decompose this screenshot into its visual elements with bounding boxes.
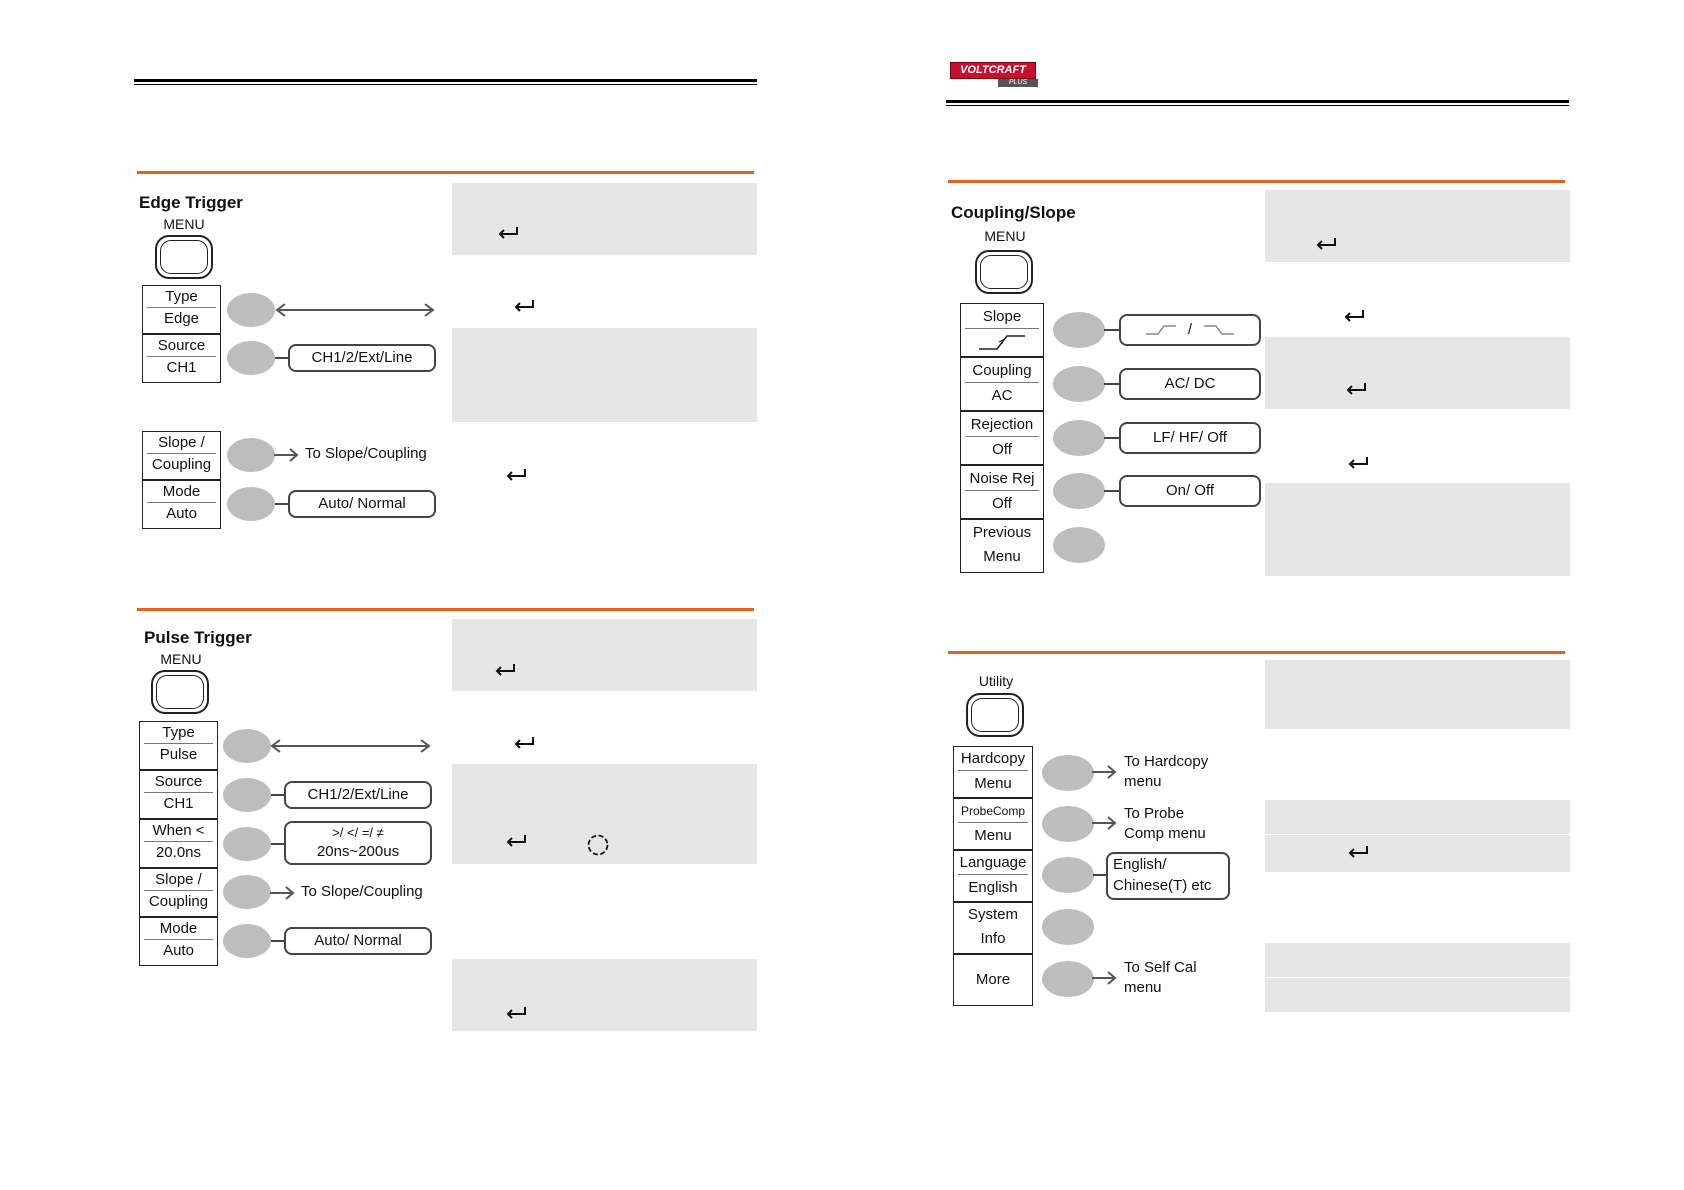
- function-key[interactable]: [1042, 806, 1094, 842]
- softkey-label: Coupling: [965, 359, 1039, 383]
- function-key[interactable]: [227, 487, 275, 521]
- softkey-label: Language: [958, 852, 1028, 875]
- self-cal-link: [1124, 958, 1197, 998]
- enter-icon: [1315, 236, 1337, 252]
- function-key[interactable]: [1053, 366, 1105, 402]
- option-line: English/: [1113, 856, 1167, 873]
- link-line: Comp menu: [1124, 825, 1206, 842]
- function-key[interactable]: [223, 778, 271, 812]
- link-line: To Probe: [1124, 805, 1185, 822]
- function-key[interactable]: [1042, 909, 1094, 945]
- connector-line: [1104, 437, 1120, 439]
- enter-icon: [505, 467, 527, 483]
- left-header-rule-thin: [134, 84, 757, 85]
- function-key[interactable]: [223, 924, 271, 958]
- menu-button[interactable]: [975, 250, 1033, 294]
- softkey-value: Auto: [166, 505, 197, 522]
- function-key[interactable]: [1042, 857, 1094, 893]
- enter-icon: [1345, 381, 1367, 397]
- section-title: Coupling/Slope: [951, 203, 1076, 222]
- softkey-rejection[interactable]: [960, 411, 1044, 465]
- softkey-value: Edge: [163, 310, 200, 327]
- menu-label: MENU: [163, 216, 205, 232]
- softkey-value: AC: [991, 387, 1013, 404]
- softkey-noise-rej[interactable]: [960, 465, 1044, 519]
- softkey-label: More: [975, 971, 1011, 988]
- connector-line: [1104, 490, 1120, 492]
- enter-icon: [1343, 308, 1365, 324]
- description-panel: [452, 183, 757, 255]
- left-header-rule: [134, 79, 757, 82]
- rising-edge-icon: [1144, 324, 1178, 336]
- softkey-label: Previous: [972, 524, 1032, 541]
- softkey-label: System: [967, 906, 1018, 923]
- connector-line: [271, 843, 285, 845]
- when-range: 20ns~200us: [316, 843, 400, 860]
- softkey-label: Type: [147, 287, 216, 308]
- link-line: menu: [1124, 979, 1162, 996]
- double-arrow-icon: [268, 736, 434, 756]
- description-panel: [1265, 483, 1570, 576]
- description-panel: [1265, 190, 1570, 262]
- link-line: To Hardcopy: [1124, 753, 1209, 770]
- connector-line: [1104, 329, 1120, 331]
- softkey-label: Source: [144, 772, 213, 793]
- softkey-type[interactable]: [139, 721, 218, 770]
- function-key[interactable]: [227, 438, 275, 472]
- arrow-right-icon: [274, 447, 300, 463]
- softkey-language[interactable]: [953, 850, 1033, 902]
- right-header-rule: [946, 100, 1569, 103]
- softkey-label: When <: [144, 821, 213, 842]
- description-panel: [1265, 337, 1570, 409]
- softkey-source[interactable]: [142, 334, 221, 383]
- softkey-coupling[interactable]: [960, 357, 1044, 411]
- link-line: menu: [1124, 773, 1162, 790]
- variable-knob-icon: [586, 833, 610, 857]
- function-key[interactable]: [1042, 961, 1094, 997]
- arrow-right-icon: [1092, 815, 1118, 831]
- softkey-slope-coupling[interactable]: [142, 431, 221, 480]
- enter-icon: [1347, 844, 1369, 860]
- softkey-value: Auto: [163, 942, 194, 959]
- softkey-value: Coupling: [151, 456, 212, 473]
- probe-comp-link: [1124, 804, 1206, 844]
- arrow-right-icon: [1092, 970, 1118, 986]
- connector-line: [271, 940, 285, 942]
- softkey-value: CH1: [166, 359, 197, 376]
- arrow-right-icon: [270, 885, 296, 901]
- double-arrow-icon: [273, 300, 438, 320]
- softkey-when[interactable]: [139, 819, 218, 868]
- softkey-slope[interactable]: [960, 303, 1044, 357]
- utility-button[interactable]: [966, 693, 1024, 737]
- softkey-label: Slope /: [147, 433, 216, 454]
- noise-options: On/ Off: [1119, 475, 1261, 507]
- section-title: Edge Trigger: [139, 193, 243, 212]
- function-key[interactable]: [1053, 527, 1105, 563]
- rising-edge-icon: [977, 332, 1027, 352]
- softkey-value: Off: [992, 495, 1012, 512]
- softkey-value: Off: [992, 441, 1012, 458]
- description-panel: [1265, 978, 1570, 1012]
- function-key[interactable]: [223, 875, 271, 909]
- softkey-label: Slope: [965, 305, 1039, 329]
- menu-button[interactable]: [151, 670, 209, 714]
- softkey-label: Source: [147, 336, 216, 357]
- softkey-value: Menu: [974, 775, 1012, 792]
- link-line: To Self Cal: [1124, 959, 1197, 976]
- description-panel: [1265, 835, 1570, 872]
- slope-coupling-link: To Slope/Coupling: [301, 883, 423, 900]
- enter-icon: [505, 833, 527, 849]
- softkey-previous-menu[interactable]: [960, 519, 1044, 573]
- section-divider: [137, 171, 754, 174]
- softkey-label: Hardcopy: [958, 748, 1028, 771]
- function-key[interactable]: [223, 729, 271, 763]
- right-header-rule-thin: [946, 105, 1569, 106]
- connector-line: [275, 357, 289, 359]
- slope-options: [1119, 314, 1261, 346]
- slope-separator: /: [1187, 321, 1193, 338]
- menu-label: MENU: [160, 651, 202, 667]
- menu-button[interactable]: [155, 235, 213, 279]
- softkey-value: CH1: [163, 795, 194, 812]
- description-panel: [1265, 800, 1570, 834]
- softkey-value: Info: [980, 930, 1006, 947]
- softkey-probecomp[interactable]: [953, 798, 1033, 850]
- enter-icon: [497, 225, 519, 241]
- section-divider: [948, 651, 1565, 654]
- enter-icon: [513, 298, 535, 314]
- when-conditions: >/ </ =/ ≠: [332, 825, 384, 840]
- connector-line: [275, 503, 289, 505]
- softkey-value: Menu: [974, 827, 1012, 844]
- rejection-options: LF/ HF/ Off: [1119, 422, 1261, 454]
- softkey-label: Rejection: [965, 413, 1039, 437]
- brand-logo-text: VOLTCRAFT: [950, 62, 1036, 79]
- source-options: CH1/2/Ext/Line: [284, 781, 432, 809]
- enter-icon: [1347, 455, 1369, 471]
- softkey-label: Slope /: [144, 870, 213, 891]
- softkey-value: Menu: [983, 548, 1021, 565]
- brand-logo: [950, 62, 1038, 87]
- arrow-right-icon: [1092, 764, 1118, 780]
- brand-logo-sub: PLUS: [998, 79, 1038, 87]
- enter-icon: [505, 1005, 527, 1021]
- language-options: [1106, 852, 1230, 900]
- softkey-value: Coupling: [148, 893, 209, 910]
- function-key[interactable]: [227, 293, 275, 327]
- function-key[interactable]: [227, 341, 275, 375]
- connector-line: [1093, 874, 1107, 876]
- softkey-more[interactable]: [953, 954, 1033, 1006]
- section-title: Pulse Trigger: [144, 628, 252, 647]
- slope-coupling-link: To Slope/Coupling: [305, 445, 427, 462]
- function-key[interactable]: [223, 827, 271, 861]
- falling-edge-icon: [1202, 324, 1236, 336]
- softkey-label: Mode: [144, 919, 213, 940]
- function-key[interactable]: [1042, 755, 1094, 791]
- option-line: Chinese(T) etc: [1113, 877, 1212, 894]
- softkey-value: English: [968, 879, 1018, 896]
- section-divider: [948, 180, 1565, 183]
- softkey-hardcopy[interactable]: [953, 746, 1033, 798]
- softkey-source[interactable]: [139, 770, 218, 819]
- softkey-mode[interactable]: [139, 917, 218, 966]
- mode-options: Auto/ Normal: [284, 927, 432, 955]
- softkey-mode[interactable]: [142, 480, 221, 529]
- function-key[interactable]: [1053, 312, 1105, 348]
- softkey-label: Mode: [147, 482, 216, 503]
- hardcopy-link: [1124, 752, 1208, 792]
- function-key[interactable]: [1053, 420, 1105, 456]
- function-key[interactable]: [1053, 473, 1105, 509]
- softkey-label: ProbeComp: [958, 800, 1028, 823]
- softkey-value: 20.0ns: [155, 844, 202, 861]
- enter-icon: [494, 662, 516, 678]
- softkey-system-info[interactable]: [953, 902, 1033, 954]
- when-options: [284, 821, 432, 865]
- enter-icon: [513, 735, 535, 751]
- softkey-value: Pulse: [159, 746, 198, 763]
- softkey-label: Noise Rej: [965, 467, 1039, 491]
- softkey-label: Type: [144, 723, 213, 744]
- description-panel: [1265, 943, 1570, 977]
- description-panel: [452, 959, 757, 1031]
- description-panel: [1265, 660, 1570, 729]
- section-divider: [137, 608, 754, 611]
- coupling-options: AC/ DC: [1119, 368, 1261, 400]
- source-options: CH1/2/Ext/Line: [288, 344, 436, 372]
- softkey-type[interactable]: [142, 285, 221, 334]
- menu-label: MENU: [984, 228, 1026, 244]
- description-panel: [452, 619, 757, 691]
- menu-label: Utility: [978, 673, 1014, 689]
- connector-line: [271, 794, 285, 796]
- connector-line: [1104, 383, 1120, 385]
- description-panel: [452, 328, 757, 422]
- mode-options: Auto/ Normal: [288, 490, 436, 518]
- softkey-slope-coupling[interactable]: [139, 868, 218, 917]
